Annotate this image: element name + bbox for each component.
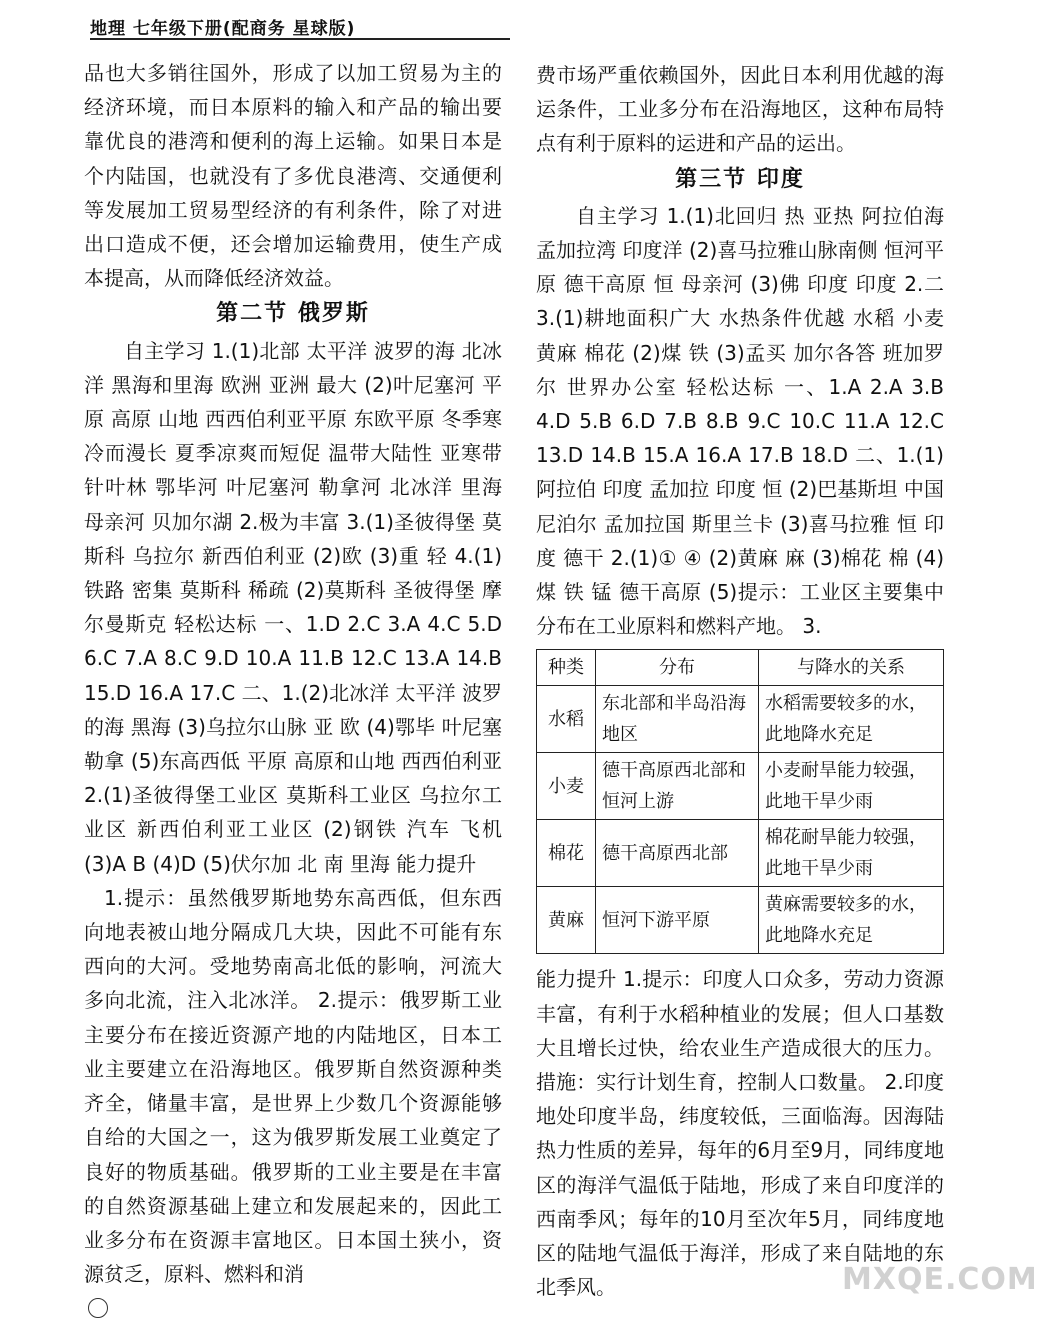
paragraph: 品也大多销往国外，形成了以加工贸易为主的经济环境，而日本原料的输入和产品的输出要靠优良的港湾和便利的海上运输。如果日本是个内陆国，也就没有了多优良港湾、交通便利等发展加工贸易型经济的有利条件，除了对进出口造成不便，还会增加运输费用，使生产成本提高，从而降低经济效益。 [84,61,502,291]
table-cell: 小麦耐旱能力较强，此地干旱少雨 [759,753,944,820]
right-column [536,58,944,1304]
table-cell: 水稻 [537,686,596,753]
paragraph: 自主学习 1.(1)北回归 热 亚热 阿拉伯海 孟加拉湾 印度洋 (2)喜马拉雅山脉南侧 恒河平原 德干高原 恒 母亲河 (3)佛 印度 印度 2.二 3.(1)耕地面积广大 水热条件优越 水稻 小麦 黄麻 棉花 (2)煤 铁 (3)孟买 加尔各答 班加罗尔 世界办公室 轻松达标 一、1.A 2.A 3.B 4.D 5.B 6.D 7.B 8.B 9.C 10.C 11.A 12.C 13.D 14.B 15.A 16.A 17.B 18.D 二、1.(1)阿拉伯 印度 孟加拉 印度 恒 (2)巴基斯坦 中国 尼泊尔 孟加拉国 斯里兰卡 (3)喜马拉雅 恒 印度 德干 2.(1)① ④ (2)黄麻 麻 (3)棉花 棉 (4)煤 铁 锰 德干高原 (5)提示：工业区主要集中分布在工业原料和燃料产地。 3. [536,203,944,639]
page-number-circle [88,1298,108,1318]
table-row [537,887,944,954]
page-header [90,14,510,40]
table-cell: 水稻需要较多的水，此地降水充足 [759,686,944,753]
table-row [537,686,944,753]
paragraph: 能力提升 1.提示：印度人口众多，劳动力资源丰富，有利于水稻种植业的发展；但人口基数大且增长过快，给农业生产造成很大的压力。措施：实行计划生育，控制人口数量。 2.印度地处印度半岛，纬度较低，三面临海。因海陆热力性质的差异，每年的6月至9月，同纬度地区的海洋气温低于陆地，形成了来自印度洋的西南季风；每年的10月至次年5月，同纬度地区的陆地气温低于海洋，形成了来自陆地的东北季风。 [536,967,944,1300]
table-cell: 棉花耐旱能力较强，此地干旱少雨 [759,820,944,887]
table-header-row [537,650,944,686]
table-header-cell: 分布 [596,650,759,686]
watermark-logo [842,1262,1038,1312]
table-cell: 黄麻需要较多的水，此地降水充足 [759,887,944,954]
crops-table [536,649,944,954]
paragraph: 自主学习 1.(1)北部 太平洋 波罗的海 北冰洋 黑海和里海 欧洲 亚洲 最大 (2)叶尼塞河 平原 高原 山地 西西伯利亚平原 东欧平原 冬季寒冷而漫长 夏季凉爽而短促 温带大陆性 亚寒带针叶林 鄂毕河 叶尼塞河 勒拿河 北冰洋 里海 母亲河 贝加尔湖 2.极为丰富 3.(1)圣彼得堡 莫斯科 乌拉尔 新西伯利亚 (2)欧 (3)重 轻 4.(1)铁路 密集 莫斯科 稀疏 (2)莫斯科 圣彼得堡 摩尔曼斯克 轻松达标 一、1.D 2.C 3.A 4.C 5.D 6.C 7.A 8.C 9.D 10.A 11.B 12.C 13.A 14.B 15.D 16.A 17.C 二、1.(2)北冰洋 太平洋 波罗的海 黑海 (3)乌拉尔山脉 亚 欧 (4)鄂毕 叶尼塞 勒拿 (5)东高西低 平原 高原和山地 西西伯利亚 2.(1)圣彼得堡工业区 莫斯科工业区 乌拉尔工业区 新西伯利亚工业区 (2)钢铁 汽车 飞机 (3)A B (4)D (5)伏尔加 北 南 里海 能力提升 [84,338,502,876]
table-cell: 棉花 [537,820,596,887]
watermark-text: MXQE.COM [842,1262,1038,1297]
paragraph: 费市场严重依赖国外，因此日本利用优越的海运条件，工业多分布在沿海地区，这种布局特点有利于原料的运进和产品的运出。 [536,63,944,156]
table-row [537,753,944,820]
paragraph: 1.提示：虽然俄罗斯地势东高西低，但东西向地表被山地分隔成几大块，因此不可能有东西向的大河。受地势南高北低的影响，河流大多向北流，注入北冰洋。 2.提示：俄罗斯工业主要分布在接近资源产地的内陆地区，日本工业主要建立在沿海地区。俄罗斯自然资源种类齐全，储量丰富，是世界上少数几个资源能够自给的大国之一，这为俄罗斯发展工业奠定了良好的物质基础。俄罗斯的工业主要是在丰富的自然资源基础上建立和发展起来的，因此工业多分布在资源丰富地区。日本国土狭小，资源贫乏，原料、燃料和消 [84,885,502,1287]
table-cell: 德干高原西北部 [596,820,759,887]
table-header-cell: 与降水的关系 [759,650,944,686]
table-row [537,820,944,887]
table-cell: 德干高原西北部和恒河上游 [596,753,759,820]
left-column [84,56,502,1291]
table-cell: 恒河下游平原 [596,887,759,954]
table-cell: 东北部和半岛沿海地区 [596,686,759,753]
table-header-cell: 种类 [537,650,596,686]
section-title-russia: 第二节 俄罗斯 [216,301,370,327]
header-title: 地理 七年级下册(配商务 星球版) [90,19,356,39]
table-cell: 黄麻 [537,887,596,954]
section-title-india: 第三节 印度 [675,166,805,192]
table-cell: 小麦 [537,753,596,820]
